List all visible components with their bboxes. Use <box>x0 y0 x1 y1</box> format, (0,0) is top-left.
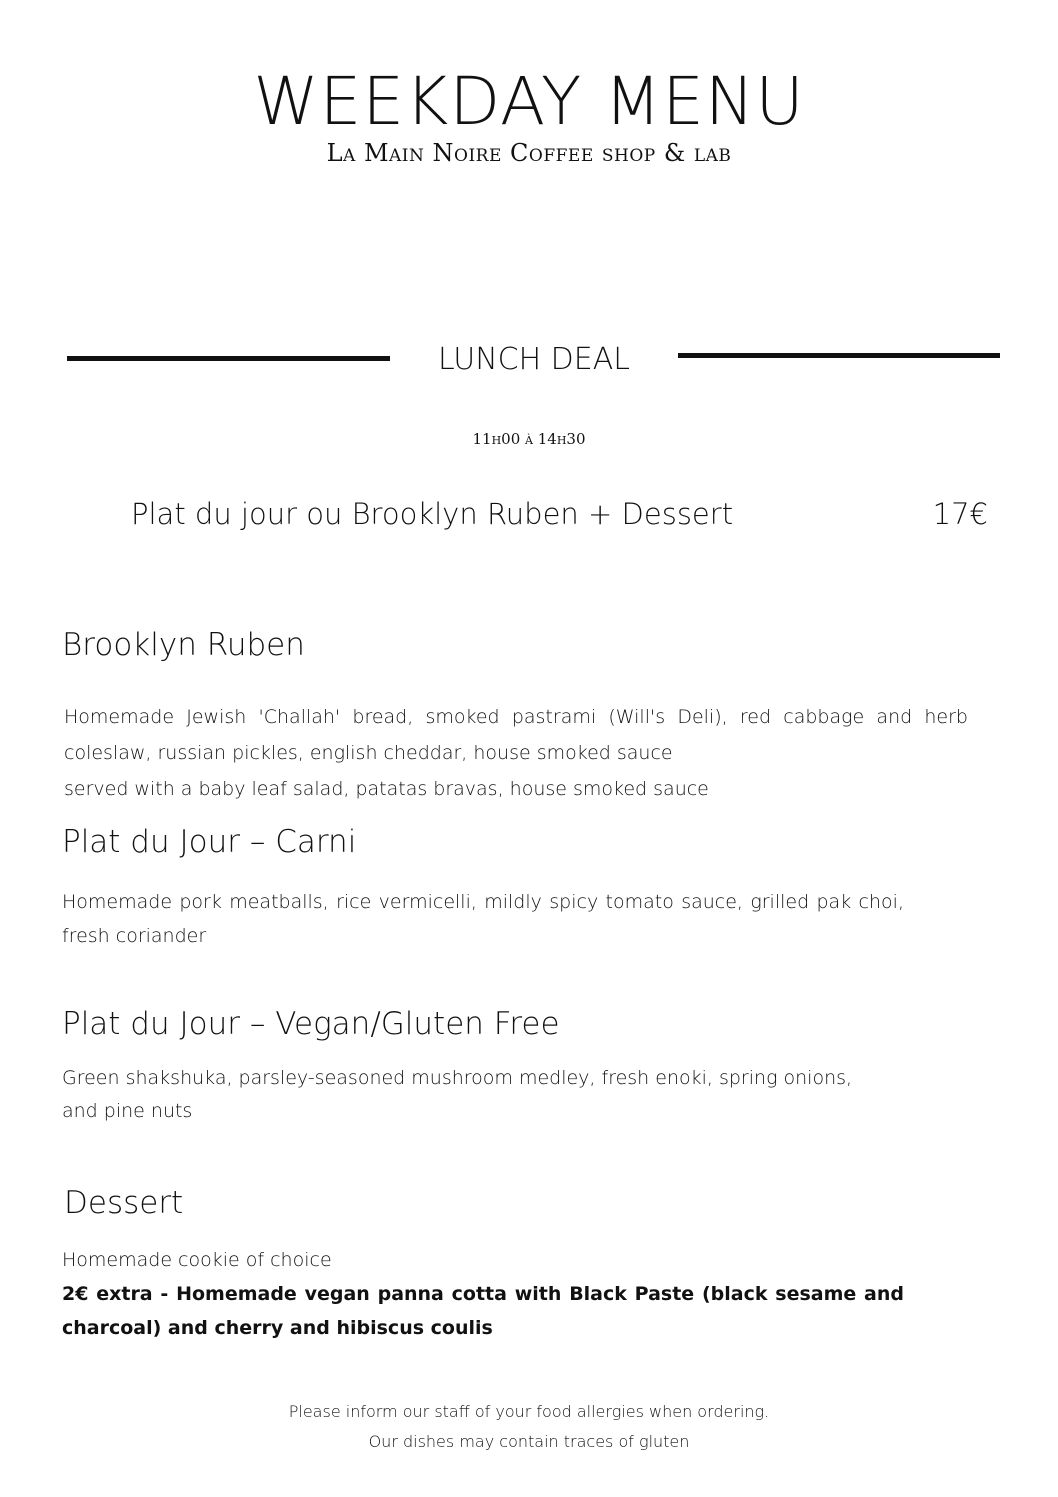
dish-title-brooklyn-ruben: Brooklyn Ruben <box>62 627 305 663</box>
dish-description: Homemade Jewish 'Challah' bread, smoked pastrami (Will's Deli), red cabbage and herb coleslaw, russian pickles, english cheddar, house smoked sauce <box>64 706 968 764</box>
dish-description: Homemade pork meatballs, rice vermicelli, mildly spicy tomato sauce, grilled pak choi, fresh coriander <box>62 891 904 947</box>
lunch-deal-heading: LUNCH DEAL <box>438 342 630 377</box>
deal-price: 17€ <box>932 497 988 531</box>
dish-description: served with a baby leaf salad, patatas bravas, house smoked sauce <box>64 778 709 800</box>
lunch-hours: 11h00 à 14h30 <box>472 430 586 448</box>
divider-right <box>678 353 1000 358</box>
dessert-cookie: Homemade cookie of choice <box>62 1249 332 1271</box>
allergy-notice: Please inform our staff of your food allergies when ordering. <box>288 1402 770 1421</box>
menu-title: WEEKDAY MENU <box>253 63 805 140</box>
dish-description: Green shakshuka, parsley-seasoned mushroom medley, fresh enoki, spring onions, and pine nuts <box>62 1067 853 1122</box>
dish-title-carni: Plat du Jour – Carni <box>62 824 357 860</box>
dish-title-dessert: Dessert <box>64 1185 184 1221</box>
dish-title-vegan: Plat du Jour – Vegan/Gluten Free <box>62 1006 560 1042</box>
deal-label: Plat du jour ou Brooklyn Ruben + Dessert <box>131 497 734 531</box>
dessert-panna-cotta: 2€ extra - Homemade vegan panna cotta with Black Paste (black sesame and charcoal) and cherry and hibiscus coulis <box>62 1283 904 1339</box>
menu-subtitle: La Main Noire Coffee shop & lab <box>326 139 732 167</box>
gluten-notice: Our dishes may contain traces of gluten <box>368 1432 690 1451</box>
divider-left <box>67 356 390 361</box>
